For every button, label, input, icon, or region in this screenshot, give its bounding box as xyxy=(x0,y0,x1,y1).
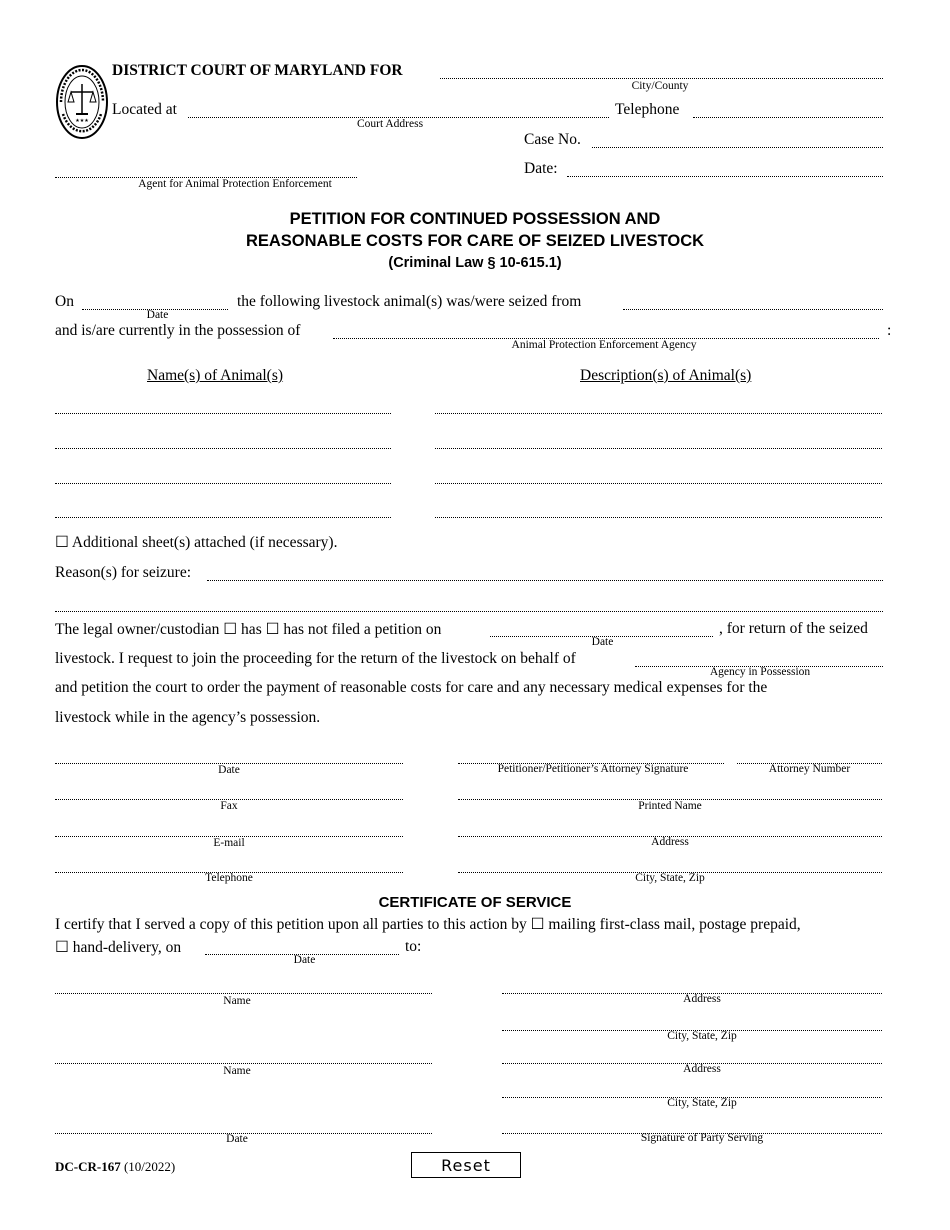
petitioner-signature-caption: Petitioner/Petitioner’s Attorney Signature xyxy=(497,763,689,775)
form-date: (10/2022) xyxy=(123,1159,176,1174)
possession-text: and is/are currently in the possession of xyxy=(55,322,301,339)
animal-description-field-2[interactable] xyxy=(435,432,882,449)
fax-field[interactable] xyxy=(55,783,403,800)
served-name-caption-2: Name xyxy=(223,1065,251,1077)
telephone-caption: Telephone xyxy=(205,872,253,884)
reasons-label: Reason(s) for seizure: xyxy=(55,564,192,581)
certificate-line-1[interactable]: I certify that I served a copy of this petition upon all parties to this action by ☐ mailing first-class mail, postage prepaid, xyxy=(55,916,801,933)
agency-caption: Animal Protection Enforcement Agency xyxy=(511,339,697,351)
on-label: On xyxy=(55,293,74,310)
owner-petition-date-field[interactable] xyxy=(490,620,713,637)
title-line-2: REASONABLE COSTS FOR CARE OF SEIZED LIVESTOCK xyxy=(245,232,705,250)
served-name-field-1[interactable] xyxy=(55,977,432,994)
court-address-field[interactable] xyxy=(188,101,609,118)
livestock-text: livestock. I request to join the proceeding for the return of the livestock on behalf of xyxy=(55,650,576,667)
telephone-field[interactable] xyxy=(55,856,403,873)
served-city-field-1[interactable] xyxy=(502,1014,882,1031)
agent-caption: Agent for Animal Protection Enforcement xyxy=(138,178,332,190)
additional-sheets-checkbox[interactable]: ☐ Additional sheet(s) attached (if necessary). xyxy=(55,534,338,551)
animal-name-field-1[interactable] xyxy=(55,397,391,414)
animal-name-field-2[interactable] xyxy=(55,432,391,449)
animal-description-field-1[interactable] xyxy=(435,397,882,414)
animal-name-field-4[interactable] xyxy=(55,501,391,518)
city-state-zip-caption: City, State, Zip xyxy=(635,872,705,884)
service-date-field[interactable] xyxy=(205,938,399,955)
seizure-date-field[interactable] xyxy=(82,293,228,310)
email-field[interactable] xyxy=(55,820,403,837)
located-at-label: Located at xyxy=(112,101,177,118)
city-state-zip-field[interactable] xyxy=(458,856,882,873)
email-caption: E-mail xyxy=(213,837,245,849)
header-date-field[interactable] xyxy=(567,160,883,177)
colon: : xyxy=(887,322,892,339)
served-name-field-2[interactable] xyxy=(55,1047,432,1064)
agent-field[interactable] xyxy=(55,161,357,178)
printed-name-field[interactable] xyxy=(458,783,882,800)
date-label: Date: xyxy=(524,160,558,177)
return-text: , for return of the seized xyxy=(719,620,868,637)
title-statute: (Criminal Law § 10-615.1) xyxy=(388,255,562,271)
sig-date-caption: Date xyxy=(218,764,240,776)
served-city-caption-2: City, State, Zip xyxy=(667,1097,737,1109)
attorney-number-field[interactable] xyxy=(737,747,882,764)
agency-field[interactable] xyxy=(333,322,879,339)
certificate-heading: CERTIFICATE OF SERVICE xyxy=(378,894,572,911)
telephone-label: Telephone xyxy=(615,101,680,118)
owner-date-caption: Date xyxy=(591,636,614,648)
fax-caption: Fax xyxy=(220,800,238,812)
court-address-caption: Court Address xyxy=(356,118,424,130)
animal-name-field-3[interactable] xyxy=(55,467,391,484)
petition-date-field[interactable] xyxy=(55,747,403,764)
to-label: to: xyxy=(405,938,422,955)
city-county-caption: City/County xyxy=(631,80,689,92)
court-label: DISTRICT COURT OF MARYLAND FOR xyxy=(112,62,403,79)
reasons-field-1[interactable] xyxy=(207,564,883,581)
served-city-field-2[interactable] xyxy=(502,1081,882,1098)
service-signed-date-caption: Date xyxy=(226,1133,248,1145)
title-line-1: PETITION FOR CONTINUED POSSESSION AND xyxy=(289,210,661,228)
owner-text[interactable]: The legal owner/custodian ☐ has ☐ has not filed a petition on xyxy=(55,621,442,638)
agency-possession-caption: Agency in Possession xyxy=(709,666,811,678)
certificate-line-2[interactable]: ☐ hand-delivery, on xyxy=(55,939,182,956)
court-telephone-field[interactable] xyxy=(693,101,883,118)
serving-signature-caption: Signature of Party Serving xyxy=(640,1132,764,1144)
service-signed-date-field[interactable] xyxy=(55,1117,432,1134)
petitioner-signature-field[interactable] xyxy=(458,747,724,764)
service-date-caption: Date xyxy=(293,954,316,966)
court-seal xyxy=(55,64,109,140)
seized-from-field[interactable] xyxy=(623,293,883,310)
possession-end-text: livestock while in the agency’s possession. xyxy=(55,709,321,726)
served-name-caption-1: Name xyxy=(223,995,251,1007)
address-field[interactable] xyxy=(458,820,882,837)
agency-in-possession-field[interactable] xyxy=(635,650,883,667)
petition-text: and petition the court to order the payment of reasonable costs for care and any necessary medical expenses for the xyxy=(55,679,768,696)
attorney-number-caption: Attorney Number xyxy=(768,763,851,775)
reset-button[interactable]: Reset xyxy=(411,1152,521,1178)
served-address-caption-1: Address xyxy=(683,993,721,1005)
printed-name-caption: Printed Name xyxy=(638,800,702,812)
seal-icon xyxy=(55,64,109,140)
reasons-field-2[interactable] xyxy=(55,595,883,612)
served-city-caption-1: City, State, Zip xyxy=(667,1030,737,1042)
served-address-field-1[interactable] xyxy=(502,977,882,994)
case-no-field[interactable] xyxy=(592,131,883,148)
svg-text:★★★: ★★★ xyxy=(75,118,89,124)
city-county-field[interactable] xyxy=(440,62,883,79)
form-id xyxy=(55,1159,175,1175)
served-address-field-2[interactable] xyxy=(502,1047,882,1064)
descriptions-header: Description(s) of Animal(s) xyxy=(580,367,752,384)
case-no-label: Case No. xyxy=(524,131,581,148)
form-number: DC-CR-167 xyxy=(55,1159,121,1174)
animal-description-field-4[interactable] xyxy=(435,501,882,518)
address-caption: Address xyxy=(651,836,689,848)
names-header: Name(s) of Animal(s) xyxy=(147,367,284,384)
seizure-date-caption: Date xyxy=(146,309,169,321)
animal-description-field-3[interactable] xyxy=(435,467,882,484)
seized-text: the following livestock animal(s) was/were seized from xyxy=(237,293,582,310)
served-address-caption-2: Address xyxy=(683,1063,721,1075)
